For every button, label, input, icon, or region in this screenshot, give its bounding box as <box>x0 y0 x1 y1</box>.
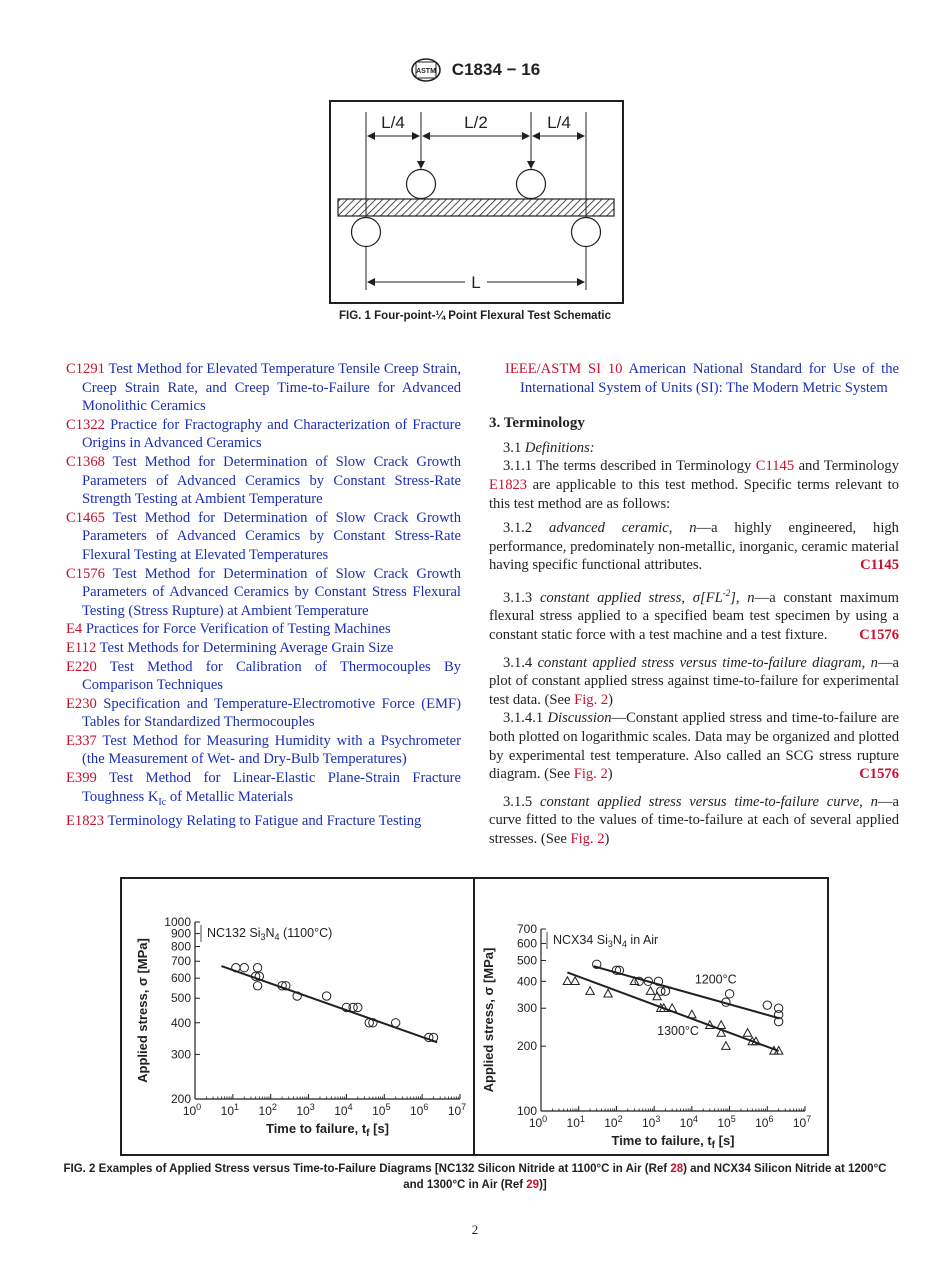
ref-link[interactable]: E230 <box>66 695 97 712</box>
data-point <box>586 987 594 995</box>
x-tick-label: $10^6$ <box>409 1102 429 1118</box>
ref-29-link[interactable]: 29 <box>526 1179 540 1191</box>
x-tick-label: $10^1$ <box>220 1102 240 1118</box>
paragraph-3-1: 3.1 Definitions: <box>503 439 595 456</box>
source-link[interactable]: C1576 <box>859 766 899 783</box>
data-point <box>253 963 261 971</box>
y-tick-label: 200 <box>170 1092 191 1106</box>
fit-line-1100°C <box>221 966 437 1042</box>
support-roller-left <box>352 218 381 247</box>
data-point <box>365 1019 373 1027</box>
y-tick-label: 600 <box>170 971 191 986</box>
x-tick-label: $10^4$ <box>334 1102 353 1118</box>
fig1-label-quarter-left: L/4 <box>381 113 405 132</box>
x-axis-label: Time to failure, $t_f$ [s] <box>265 1121 390 1139</box>
data-point <box>604 989 612 997</box>
y-tick-label: 500 <box>516 953 537 968</box>
x-axis-label: Time to failure, $t_f$ [s] <box>611 1133 735 1151</box>
load-roller-right <box>517 170 546 199</box>
chart-title: NCX34 $Si_3N_4$ in Air <box>553 933 659 949</box>
ref-link[interactable]: E220 <box>66 658 97 675</box>
y-tick-label: 300 <box>170 1047 191 1062</box>
list-item: E1823 Terminology Relating to Fatigue and Fracture Testing <box>66 813 422 830</box>
y-tick-label: 400 <box>516 974 537 989</box>
data-point <box>571 977 579 985</box>
list-item: E337 Test Method for Measuring Humidity with a Psychrometer (the Measurement of Wet- and Dry-Bulb Temperatures) <box>66 732 462 768</box>
data-point <box>563 977 571 985</box>
x-tick-label: $10^7$ <box>447 1102 467 1118</box>
x-tick-label: $10^4$ <box>679 1114 699 1130</box>
ref-link[interactable]: IEEE/ASTM SI 10 <box>505 361 623 377</box>
list-item: E112 Test Methods for Determining Average Grain Size <box>66 639 394 656</box>
ref-28-link[interactable]: 28 <box>670 1163 684 1175</box>
list-item: C1576 Test Method for Determination of Slow Crack Growth Parameters of Advanced Ceramics by Constant Stress Flexural Testing (Stress Rupture) at Ambient Temperature <box>66 565 461 619</box>
y-tick-label: 900 <box>170 926 191 941</box>
paragraph-3-1-4-1: 3.1.4.1 Discussion—Constant applied stress and time-to-failure are both plotted on logarithmic scales. Data may be organized and plotted by experimental test temperature. Also called an SCG stress rupture diagram. (See Fig. 2) C1576 <box>489 710 900 783</box>
list-item: C1322 Practice for Fractography and Characterization of Fracture Origins in Advanced Ceramics <box>66 416 461 452</box>
data-point <box>253 982 261 990</box>
data-point <box>717 1021 725 1029</box>
x-tick-label: $10^0$ <box>528 1114 548 1130</box>
list-item: C1291 Test Method for Elevated Temperature Tensile Creep Strain, Creep Strain Rate, and Creep Time-to-Failure for Advanced Monolithic Ceramics <box>66 361 461 415</box>
x-tick-label: $10^6$ <box>755 1114 774 1130</box>
ref-link[interactable]: C1322 <box>66 416 105 433</box>
x-tick-label: $10^0$ <box>182 1102 202 1118</box>
data-point <box>722 1042 730 1050</box>
paragraph-3-1-4: 3.1.4 constant applied stress versus time-to-failure diagram, n—a plot of constant applied stress against time-to-failure for experimental test data. (See Fig. 2) <box>489 654 900 708</box>
ref-link[interactable]: E337 <box>66 732 97 749</box>
ref-link[interactable]: E399 <box>66 770 97 787</box>
astm-logo-text: ASTM <box>415 68 436 75</box>
beam-specimen <box>338 199 614 216</box>
data-point <box>743 1029 751 1037</box>
fig-2-link[interactable]: Fig. 2 <box>573 766 608 783</box>
paragraph-3-1-5: 3.1.5 constant applied stress versus time-to-failure curve, n—a curve fitted to the values of time-to-failure at each of several applied stresses. (See Fig. 2) <box>489 793 899 847</box>
paragraph-3-1-3: 3.1.3 constant applied stress, $\sigma[FL^{-2}]$, n—a constant maximum flexural stress applied to a specified beam test specimen by using a constant static force with a test machine and a test fixture. C1576 <box>489 587 900 643</box>
y-tick-label: 800 <box>170 939 191 954</box>
ref-link[interactable]: E112 <box>66 639 97 656</box>
y-tick-label: 1000 <box>164 915 191 929</box>
data-point <box>322 992 330 1000</box>
paragraph-3-1-1: 3.1.1 The terms described in Terminology C1145 and Terminology E1823 are applicable to this test method. Specific terms relevant to this test method are as follows: <box>489 458 899 512</box>
terminology-column <box>489 360 899 849</box>
fig-2-link[interactable]: Fig. 2 <box>570 830 605 847</box>
list-item: IEEE/ASTM SI 10 American National Standard for Use of the International System of Units (SI): The Modern Metric System <box>505 361 899 396</box>
chart-nc132 <box>135 915 466 1139</box>
fig1-label-span: L <box>471 273 481 292</box>
figure-1-schematic <box>329 100 624 304</box>
y-tick-label: 700 <box>516 922 537 936</box>
y-tick-label: 100 <box>516 1104 537 1118</box>
c1145-link[interactable]: C1145 <box>755 458 795 475</box>
figure-2-charts <box>120 877 829 1156</box>
y-tick-label: 500 <box>170 991 191 1006</box>
x-tick-label: $10^1$ <box>566 1114 585 1130</box>
document-id: C1834 − 16 <box>451 60 541 79</box>
astm-logo-icon <box>410 56 442 84</box>
x-tick-label: $10^7$ <box>792 1114 812 1130</box>
section-heading: 3. Terminology <box>489 415 585 432</box>
list-item: C1465 Test Method for Determination of Slow Crack Growth Parameters of Advanced Ceramics by Constant Stress-Rate Flexural Testing at Elevated Temperatures <box>66 509 461 563</box>
chart-title: NC132 $Si_3N_4$ (1100°C) <box>207 926 333 942</box>
ref-link[interactable]: E1823 <box>66 813 105 830</box>
list-item: E230 Specification and Temperature-Electromotive Force (EMF) Tables for Standardized Thermocouples <box>66 695 461 731</box>
data-point <box>391 1019 399 1027</box>
x-tick-label: $10^5$ <box>372 1102 391 1118</box>
y-tick-label: 200 <box>516 1039 537 1054</box>
list-item: E220 Test Method for Calibration of Thermocouples By Comparison Techniques <box>66 658 461 694</box>
y-tick-label: 400 <box>170 1015 191 1030</box>
figure-2-caption: FIG. 2 Examples of Applied Stress versus Time-to-Failure Diagrams [NC132 Silicon Nitride at 1100°C in Air (Ref 28) and NCX34 Silicon Nitride at 1200°C and 1300°C in Air (Ref 29)] <box>63 1163 887 1191</box>
x-tick-label: $10^3$ <box>641 1114 661 1130</box>
series-label-1200: 1200°C <box>694 972 737 987</box>
data-point <box>354 1003 362 1011</box>
chart-ncx34 <box>481 922 811 1151</box>
x-tick-label: $10^2$ <box>258 1102 277 1118</box>
series-label-1300: 1300°C <box>657 1024 699 1039</box>
x-tick-label: $10^5$ <box>717 1114 736 1130</box>
fig1-label-quarter-right: L/4 <box>547 113 571 132</box>
data-point <box>725 990 733 998</box>
source-link[interactable]: C1145 <box>860 557 899 574</box>
y-axis-label: Applied stress, σ [MPa] <box>135 938 150 1083</box>
y-tick-label: 300 <box>516 1001 537 1016</box>
page-number: 2 <box>471 1222 479 1237</box>
list-item: E4 Practices for Force Verification of Testing Machines <box>66 621 391 638</box>
e1823-link[interactable]: E1823 <box>489 476 528 493</box>
fig1-label-half: L/2 <box>464 113 488 132</box>
y-tick-label: 600 <box>516 936 537 951</box>
data-point <box>646 987 654 995</box>
references-list <box>66 360 461 831</box>
data-point <box>763 1001 771 1009</box>
ref-link[interactable]: C1576 <box>66 565 105 582</box>
ref-link[interactable]: C1465 <box>66 509 105 526</box>
paragraph-3-1-2: 3.1.2 advanced ceramic, n—a highly engineered, high performance, predominately non-metallic, inorganic, ceramic material having specific functional attributes. C1145 <box>489 520 899 574</box>
list-item: E399 Test Method for Linear-Elastic Plane-Strain Fracture Toughness $K_{Ic}$ of Metallic Materials <box>66 770 461 808</box>
fig-2-link[interactable]: Fig. 2 <box>574 691 609 708</box>
support-roller-right <box>572 218 601 247</box>
ref-link[interactable]: E4 <box>66 621 83 638</box>
source-link[interactable]: C1576 <box>859 626 899 643</box>
page-header <box>0 56 950 84</box>
x-tick-label: $10^2$ <box>604 1114 623 1130</box>
y-tick-label: 700 <box>170 954 191 969</box>
y-axis-label: Applied stress, σ [MPa] <box>481 947 496 1093</box>
data-point <box>240 963 248 971</box>
ref-link[interactable]: C1291 <box>66 361 105 377</box>
data-point <box>661 987 669 995</box>
list-item: C1368 Test Method for Determination of Slow Crack Growth Parameters of Advanced Ceramics by Constant Stress-Rate Strength Testing at Ambient Temperature <box>66 453 461 508</box>
ref-link[interactable]: C1368 <box>66 453 105 470</box>
figure-1-caption: FIG. 1 Four-point-¼ Point Flexural Test Schematic <box>339 310 611 322</box>
load-roller-left <box>407 170 436 199</box>
x-tick-label: $10^3$ <box>296 1102 315 1118</box>
